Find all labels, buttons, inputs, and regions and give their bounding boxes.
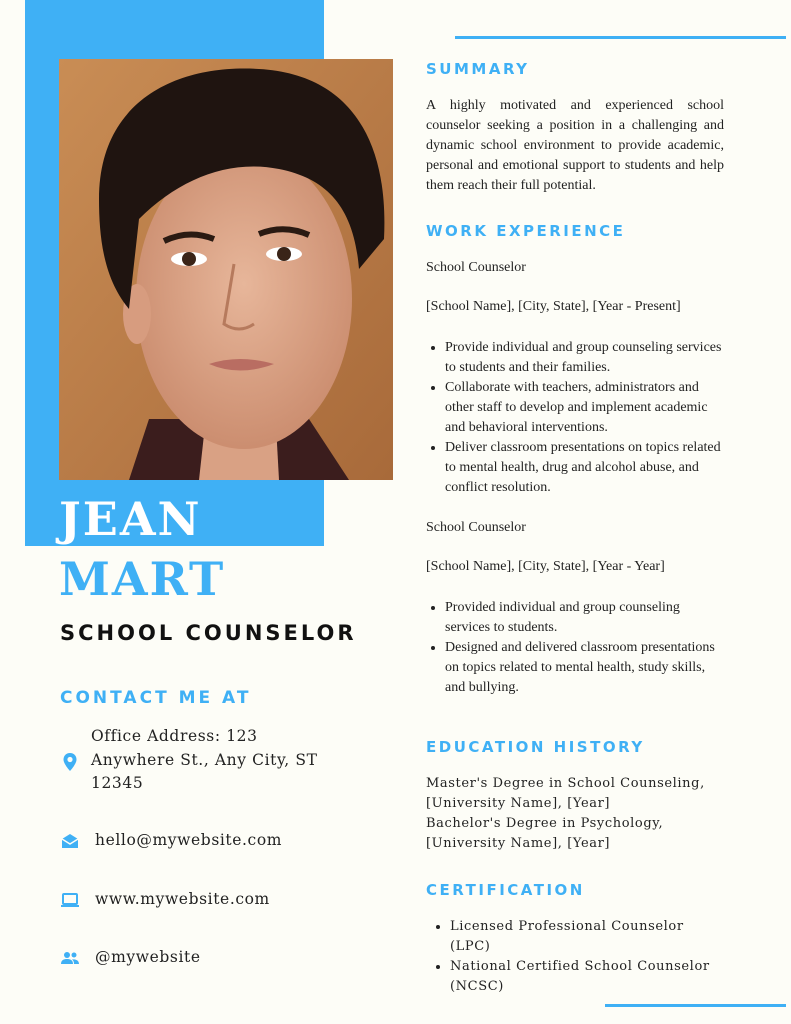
- people-icon: [60, 948, 80, 968]
- job-title: SCHOOL COUNSELOR: [60, 621, 357, 645]
- social-text[interactable]: @mywebsite: [95, 948, 201, 966]
- education-list: [426, 774, 724, 854]
- website-text[interactable]: www.mywebsite.com: [95, 890, 270, 908]
- list-item: Bachelor's Degree in Psychology, [University Name], [Year]: [426, 816, 664, 851]
- list-item: • Licensed Professional Counselor (LPC): [450, 917, 724, 957]
- contact-email[interactable]: [60, 831, 282, 851]
- summary-text: A highly motivated and experienced school counselor seeking a position in a challenging and dynamic school environment to provide academic, personal and emotional support to students and help them reach their full potential.: [426, 98, 724, 193]
- list-item: • National Certified School Counselor (NCSC): [450, 957, 724, 997]
- profile-photo: [59, 59, 393, 480]
- job-1-role: School Counselor: [426, 260, 526, 275]
- job-1-place: [School Name], [City, State], [Year - Present]: [426, 299, 681, 314]
- job-2-place: [School Name], [City, State], [Year - Year]: [426, 559, 665, 574]
- email-text[interactable]: hello@mywebsite.com: [95, 831, 283, 849]
- certification-heading: CERTIFICATION: [426, 881, 585, 899]
- education-heading: EDUCATION HISTORY: [426, 738, 645, 756]
- map-pin-icon: [60, 752, 80, 772]
- first-name: JEAN: [59, 492, 202, 546]
- certification-list: [426, 917, 724, 997]
- last-name: MART: [59, 552, 226, 606]
- list-item: • Deliver classroom presentations on topics related to mental health, drug and alcohol abuse, and conflict resolution.: [445, 438, 724, 498]
- list-item: • Designed and delivered classroom presentations on topics related to mental health, study skills, and bullying.: [445, 638, 724, 698]
- job-2-role: School Counselor: [426, 520, 526, 535]
- list-item: • Provided individual and group counseling services to students.: [445, 598, 724, 638]
- list-item: • Provide individual and group counseling services to students and their families.: [445, 338, 724, 378]
- list-item: Master's Degree in School Counseling, [University Name], [Year]: [426, 776, 705, 811]
- list-item: • Collaborate with teachers, administrators and other staff to develop and implement academic and behavioral interventions.: [445, 378, 724, 438]
- contact-social[interactable]: [60, 948, 201, 968]
- contact-address: [60, 725, 330, 796]
- contact-heading: CONTACT ME AT: [60, 688, 252, 708]
- job-2-bullets: [426, 598, 724, 698]
- bottom-divider: [605, 1004, 786, 1007]
- address-text: Office Address: 123 Anywhere St., Any City, ST 12345: [91, 727, 318, 792]
- job-1-bullets: [426, 338, 724, 498]
- envelope-icon: [60, 831, 80, 851]
- laptop-icon: [60, 890, 80, 910]
- top-divider: [455, 36, 786, 39]
- right-column: [426, 60, 724, 997]
- work-heading: WORK EXPERIENCE: [426, 222, 626, 240]
- summary-heading: SUMMARY: [426, 60, 530, 78]
- contact-website[interactable]: [60, 890, 270, 910]
